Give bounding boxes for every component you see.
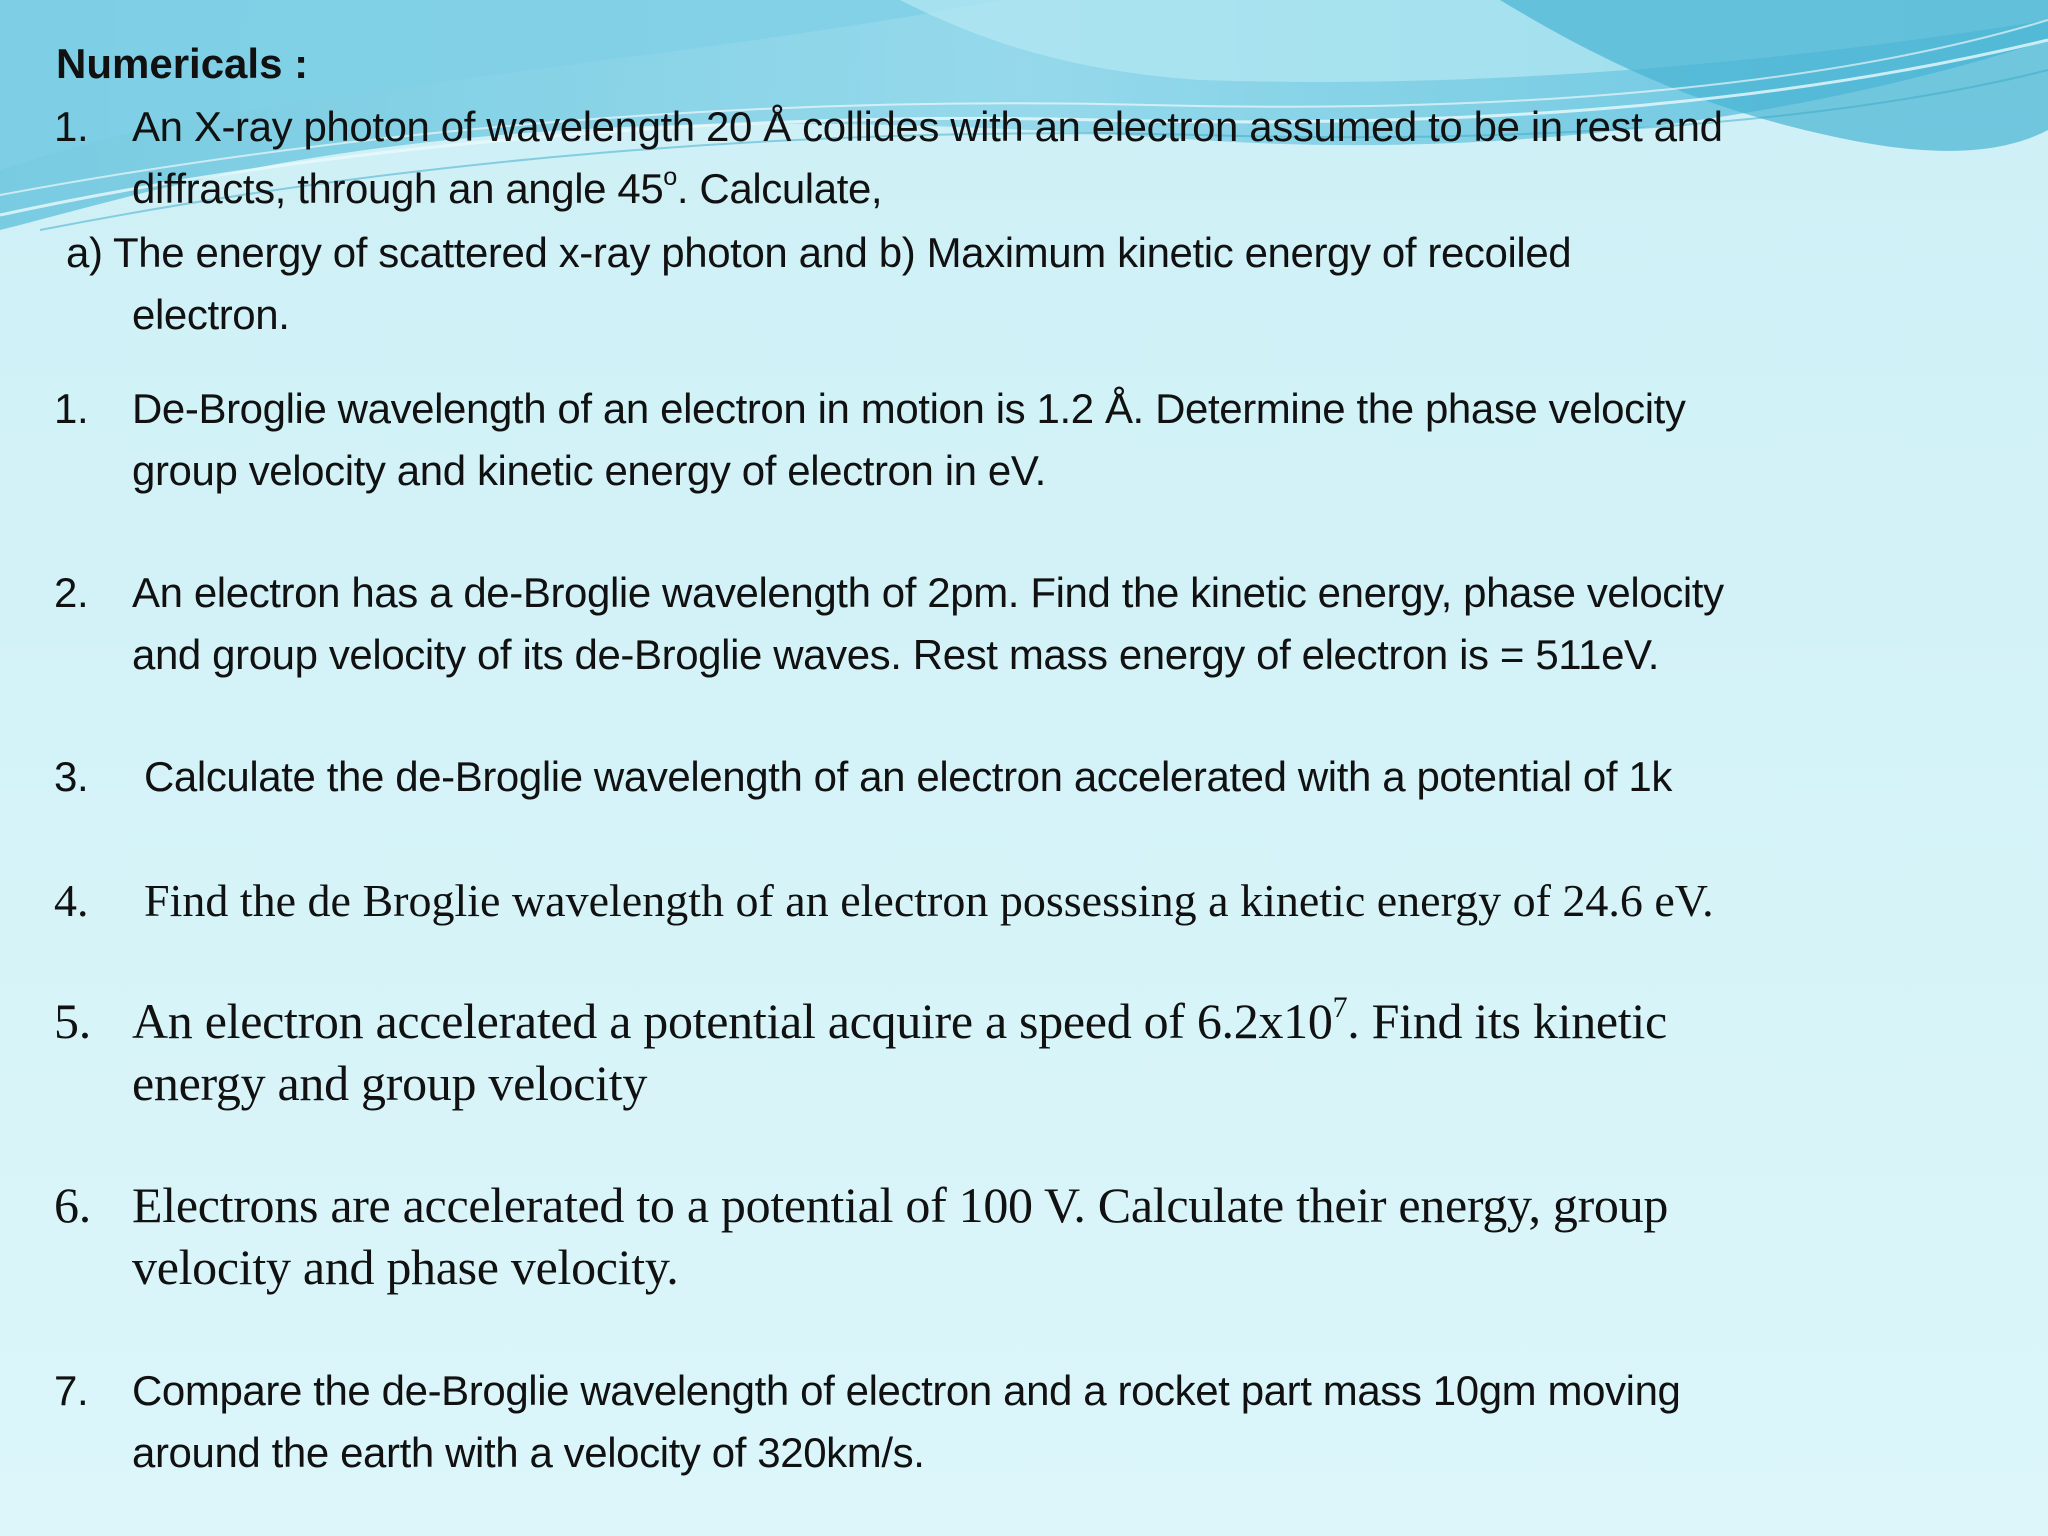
subpart-line-cont: electron. [132,291,290,338]
problem-text [132,96,1992,220]
problem-text [132,1174,1992,1298]
problem-number: 1. [54,103,89,150]
problem-number: 6. [54,1177,91,1233]
problem-line: An electron has a de-Broglie wavelength of 2pm. Find the kinetic energy, phase velocity [132,569,1724,616]
problem-line: velocity and phase velocity. [132,1239,679,1295]
problem-line: and group velocity of its de-Broglie waves. Rest mass energy of electron is = 511eV. [132,631,1660,678]
problem-number: 3. [54,753,89,800]
problem-line: group velocity and kinetic energy of electron in eV. [132,447,1046,494]
problem-number: 4. [54,875,89,926]
problem-number: 1. [54,385,89,432]
problem-number: 2. [54,569,89,616]
problem-text [132,562,1992,686]
problem-xray-subparts [66,222,1966,346]
problem-number: 7. [54,1367,89,1414]
problem-line: De-Broglie wavelength of an electron in motion is 1.2 Å. Determine the phase velocity [132,385,1686,432]
problem-line: Find the de Broglie wavelength of an electron possessing a kinetic energy of 24.6 eV. [144,875,1714,926]
problem-line: diffracts, through an angle 45$^o$. Calculate, [132,163,883,212]
problem-text [132,378,1992,502]
problem-line: around the earth with a velocity of 320km/s. [132,1429,925,1476]
subpart-line: a) The energy of scattered x-ray photon and b) Maximum kinetic energy of recoiled [66,229,1572,276]
problem-line: energy and group velocity [132,1055,648,1111]
problem-text [144,870,2004,932]
problem-number: 5. [54,993,91,1049]
problem-line: Compare the de-Broglie wavelength of electron and a rocket part mass 10gm moving [132,1367,1681,1414]
problem-line: An X-ray photon of wavelength 20 Å collides with an electron assumed to be in rest and [132,103,1723,150]
problem-text [132,1360,1992,1484]
problem-line: Electrons are accelerated to a potential of 100 V. Calculate their energy, group [132,1177,1669,1233]
problem-line: An electron accelerated a potential acquire a speed of $6.2x10^7$. Find its kinetic [132,991,1667,1049]
problem-text [144,746,2004,808]
problem-text [132,990,1992,1114]
problem-line: Calculate the de-Broglie wavelength of an electron accelerated with a potential of 1k [144,753,1672,800]
slide-heading: Numericals : [56,40,309,87]
